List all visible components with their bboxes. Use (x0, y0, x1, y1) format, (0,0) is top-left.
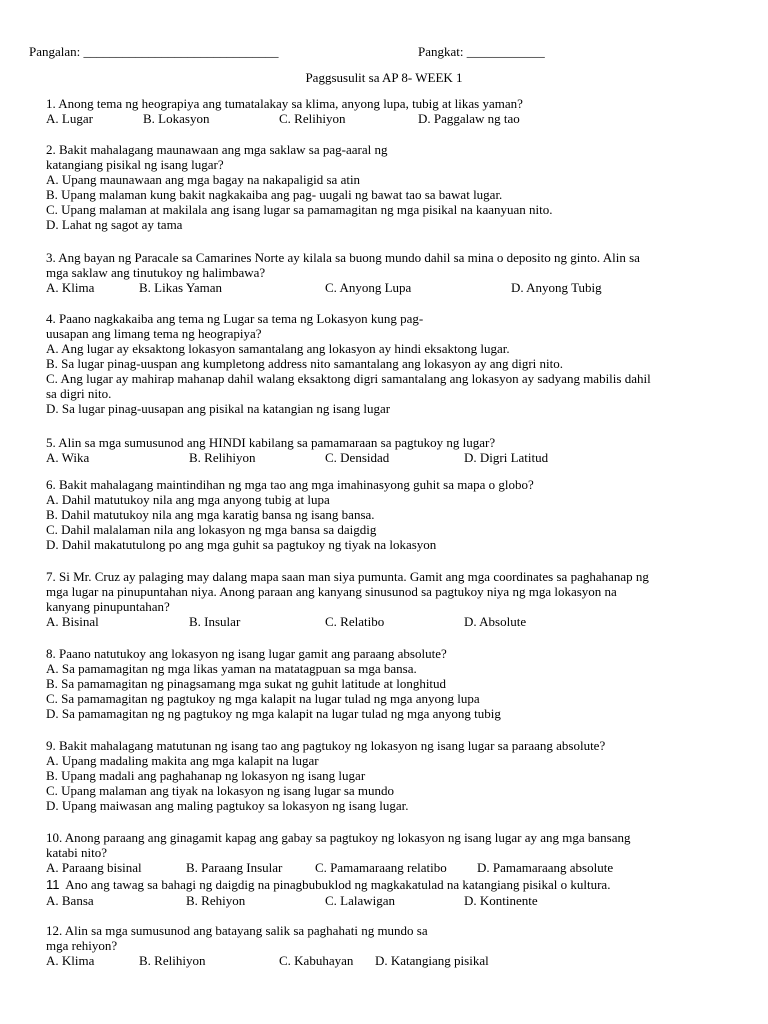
question-stem: 8. Paano natutukoy ang lokasyon ng isang lugar gamit ang paraang absolute? (46, 646, 447, 661)
question-9 (46, 738, 726, 813)
choice-c: C. Upang malaman at makilala ang isang lugar sa pamamagitan ng mga pisikal na kaanyuan nito. (46, 202, 553, 217)
question-7 (46, 569, 726, 629)
choice-c: C. Densidad (325, 450, 390, 465)
question-stem: Ano ang tawag sa bahagi ng daigdig na pinagbubuklod ng magkakatulad na katangiang pisikal o kultura. (65, 877, 611, 892)
choice-b: B. Paraang Insular (186, 860, 283, 875)
question-stem: 12. Alin sa mga sumusunod ang batayang salik sa paghahati ng mundo sa (46, 923, 428, 938)
choice-b: B. Relihiyon (189, 450, 256, 465)
choices-row (46, 953, 726, 968)
question-stem-row (46, 877, 726, 892)
question-3 (46, 250, 726, 295)
choice-d: D. Kontinente (464, 893, 538, 908)
choice-b: B. Lokasyon (143, 111, 210, 126)
choice-c: C. Upang malaman ang tiyak na lokasyon ng isang lugar sa mundo (46, 783, 395, 798)
choice-a: A. Bansa (46, 893, 94, 908)
question-stem: 5. Alin sa mga sumusunod ang HINDI kabilang sa pamamaraan sa pagtukoy ng lugar? (46, 435, 496, 450)
question-stem: uusapan ang limang tema ng heograpiya? (46, 326, 262, 341)
choice-b: B. Upang malaman kung bakit nagkakaiba ang pag- uugali ng bawat tao sa bawat lugar. (46, 187, 503, 202)
question-stem: 2. Bakit mahalagang maunawaan ang mga saklaw sa pag-aaral ng (46, 142, 388, 157)
choices-row (46, 614, 726, 629)
choice-d: D. Pamamaraang absolute (477, 860, 614, 875)
choice-a: A. Bisinal (46, 614, 99, 629)
choice-b: B. Insular (189, 614, 241, 629)
choice-d: D. Sa pamamagitan ng ng pagtukoy ng mga kalapit na lugar tulad ng mga anyong tubig (46, 706, 501, 721)
question-stem: kanyang pinupuntahan? (46, 599, 170, 614)
choice-d: D. Digri Latitud (464, 450, 549, 465)
choice-d: D. Absolute (464, 614, 527, 629)
question-stem: katabi nito? (46, 845, 108, 860)
choice-a: A. Upang madaling makita ang mga kalapit na lugar (46, 753, 319, 768)
choice-c: C. Lalawigan (325, 893, 396, 908)
grade-field-label: Pangkat: ____________ (418, 44, 545, 59)
question-stem: 9. Bakit mahalagang matutunan ng isang tao ang pagtukoy ng lokasyon ng isang lugar sa paraang absolute? (46, 738, 606, 753)
page-title: Paggsusulit sa AP 8- WEEK 1 (305, 70, 463, 85)
question-stem: 6. Bakit mahalagang maintindihan ng mga tao ang mga imahinasyong guhit sa mapa o globo? (46, 477, 534, 492)
question-stem: 3. Ang bayan ng Paracale sa Camarines Norte ay kilala sa buong mundo dahil sa mina o deposito ng ginto. Alin sa (46, 250, 640, 265)
question-stem: mga rehiyon? (46, 938, 118, 953)
question-number: 11 (46, 877, 60, 892)
choice-c: C. Relatibo (325, 614, 385, 629)
question-6 (46, 477, 726, 552)
question-4 (46, 311, 726, 416)
choice-b: B. Dahil matutukoy nila ang mga karatig bansa ng isang bansa. (46, 507, 375, 522)
choice-a: A. Klima (46, 953, 95, 968)
choice-c: C. Anyong Lupa (325, 280, 412, 295)
question-stem: mga lugar na pinupuntahan niya. Anong paraan ang kanyang sinusunod sa pagtukoy niya ng mga lokasyon na (46, 584, 617, 599)
choice-a: A. Dahil matutukoy nila ang mga anyong tubig at lupa (46, 492, 330, 507)
question-stem: 10. Anong paraang ang ginagamit kapag ang gabay sa pagtukoy ng lokasyon ng isang lugar ay ang mga bansang (46, 830, 631, 845)
choice-c: C. Relihiyon (279, 111, 346, 126)
question-1 (46, 96, 726, 126)
choice-c: C. Kabuhayan (279, 953, 354, 968)
question-10 (46, 830, 726, 875)
question-stem: 1. Anong tema ng heograpiya ang tumatalakay sa klima, anyong lupa, tubig at likas yaman? (46, 96, 523, 111)
choice-a: A. Paraang bisinal (46, 860, 142, 875)
choice-c: C. Sa pamamagitan ng pagtukoy ng mga kalapit na lugar tulad ng mga anyong lupa (46, 691, 480, 706)
choices-row (46, 280, 726, 295)
question-stem: 4. Paano nagkakaiba ang tema ng Lugar sa tema ng Lokasyon kung pag- (46, 311, 424, 326)
question-stem: katangiang pisikal ng isang lugar? (46, 157, 224, 172)
question-11 (46, 877, 726, 908)
question-stem: mga saklaw ang tinutukoy ng halimbawa? (46, 265, 266, 280)
question-2 (46, 142, 726, 232)
choices-row (46, 860, 726, 875)
choices-row (46, 450, 726, 465)
choice-d: D. Sa lugar pinag-uusapan ang pisikal na katangian ng isang lugar (46, 401, 391, 416)
choices-row (46, 893, 726, 908)
choice-b: B. Likas Yaman (139, 280, 223, 295)
question-8 (46, 646, 726, 721)
choice-c-continued: sa digri nito. (46, 386, 112, 401)
choice-d: D. Lahat ng sagot ay tama (46, 217, 183, 232)
choice-c: C. Dahil malalaman nila ang lokasyon ng mga bansa sa daigdig (46, 522, 377, 537)
choice-a: A. Upang maunawaan ang mga bagay na nakapaligid sa atin (46, 172, 361, 187)
choice-a: A. Lugar (46, 111, 93, 126)
choice-d: D. Katangiang pisikal (375, 953, 489, 968)
choice-d: D. Upang maiwasan ang maling pagtukoy sa lokasyon ng isang lugar. (46, 798, 409, 813)
choice-b: B. Rehiyon (186, 893, 246, 908)
question-5 (46, 435, 726, 465)
question-12 (46, 923, 726, 968)
name-field-label: Pangalan: ______________________________ (29, 44, 279, 59)
choice-d: D. Anyong Tubig (511, 280, 602, 295)
question-stem: 7. Si Mr. Cruz ay palaging may dalang mapa saan man siya pumunta. Gamit ang mga coordinates sa paghahanap ng (46, 569, 649, 584)
choices-row (46, 111, 726, 126)
choice-c: C. Ang lugar ay mahirap mahanap dahil walang eksaktong digri samantalang ang lokasyon ay sadyang mabilis dahil (46, 371, 651, 386)
choice-b: B. Sa lugar pinag-uuspan ang kumpletong address nito samantalang ang lokasyon ay ang digri nito. (46, 356, 564, 371)
choice-a: A. Ang lugar ay eksaktong lokasyon samantalang ang lokasyon ay hindi eksaktong lugar. (46, 341, 510, 356)
choice-b: B. Sa pamamagitan ng pinagsamang mga sukat ng guhit latitude at longhitud (46, 676, 447, 691)
choice-d: D. Dahil makatutulong po ang mga guhit sa pagtukoy ng tiyak na lokasyon (46, 537, 437, 552)
choice-b: B. Relihiyon (139, 953, 206, 968)
choice-a: A. Sa pamamagitan ng mga likas yaman na matatagpuan sa mga bansa. (46, 661, 417, 676)
choice-c: C. Pamamaraang relatibo (315, 860, 447, 875)
choice-a: A. Klima (46, 280, 95, 295)
header (0, 44, 768, 60)
choice-d: D. Paggalaw ng tao (418, 111, 520, 126)
choice-a: A. Wika (46, 450, 90, 465)
choice-b: B. Upang madali ang paghahanap ng lokasyon ng isang lugar (46, 768, 366, 783)
